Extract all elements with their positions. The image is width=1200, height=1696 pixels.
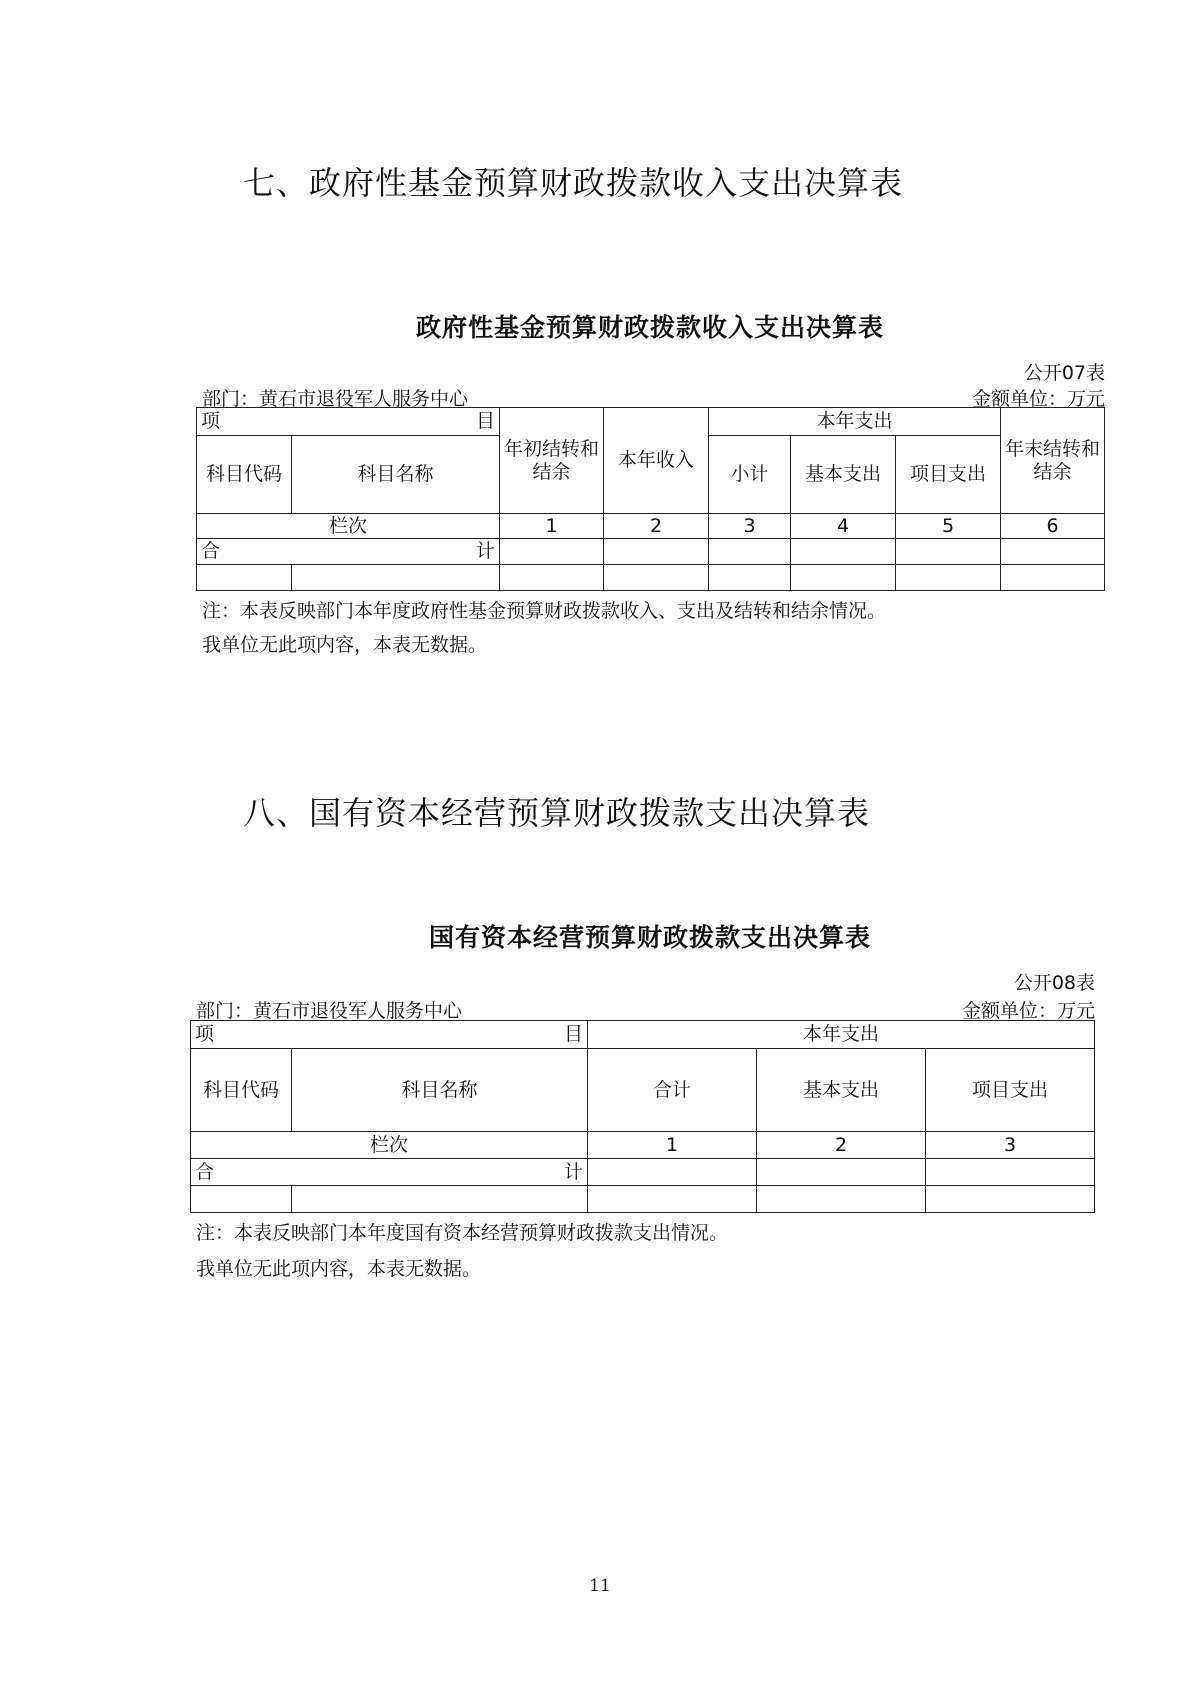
state-capital-table — [190, 1020, 1095, 1213]
section-8-heading: 八、国有资本经营预算财政拨款支出决算表 — [243, 794, 871, 832]
table-8-title: 国有资本经营预算财政拨款支出决算表 — [428, 923, 871, 952]
empty-cell — [791, 539, 896, 565]
income-header: 本年收入 — [604, 408, 709, 514]
empty-cell — [500, 565, 604, 591]
empty-cell — [197, 565, 292, 591]
item-left-label: 项 — [201, 410, 221, 432]
empty-cell — [896, 565, 1001, 591]
table-7-department: 部门：黄石市退役军人服务中心 — [202, 388, 469, 410]
empty-cell — [791, 565, 896, 591]
column-number: 1 — [500, 514, 604, 539]
table-8-department: 部门：黄石市退役军人服务中心 — [196, 1000, 463, 1022]
empty-cell — [926, 1186, 1095, 1213]
column-number: 5 — [896, 514, 1001, 539]
end-balance-header: 年末结转和结余 — [1001, 408, 1105, 514]
section-7-heading: 七、政府性基金预算财政拨款收入支出决算表 — [243, 164, 904, 202]
column-label-cell: 栏次 — [197, 514, 500, 539]
column-number: 2 — [757, 1132, 926, 1159]
name-header: 科目名称 — [292, 1049, 588, 1132]
total-left-label: 合 — [201, 540, 221, 562]
total-row — [197, 539, 1105, 565]
table-7-title: 政府性基金预算财政拨款收入支出决算表 — [415, 313, 884, 342]
table-7-note: 注：本表反映部门本年度政府性基金预算财政拨款收入、支出及结转和结余情况。 — [202, 600, 887, 622]
empty-cell — [292, 565, 500, 591]
basic-expense-header: 基本支出 — [757, 1049, 926, 1132]
column-number: 2 — [604, 514, 709, 539]
column-label-cell: 栏次 — [191, 1132, 588, 1159]
total-right-label: 计 — [563, 1160, 583, 1183]
name-header: 科目名称 — [292, 436, 500, 514]
empty-cell — [292, 1186, 588, 1213]
subtotal-header: 小计 — [709, 436, 791, 514]
table-7-unit: 金额单位：万元 — [971, 388, 1105, 410]
item-header-cell — [191, 1021, 588, 1049]
code-header: 科目代码 — [191, 1049, 292, 1132]
table-7-no-data-note: 我单位无此项内容，本表无数据。 — [202, 634, 488, 656]
table-subheader-row — [191, 1049, 1095, 1132]
column-number: 3 — [709, 514, 791, 539]
table-header-row — [191, 1021, 1095, 1049]
table-header-row — [197, 408, 1105, 436]
item-left-label: 项 — [195, 1023, 215, 1045]
basic-expense-header: 基本支出 — [791, 436, 896, 514]
column-number: 4 — [791, 514, 896, 539]
empty-cell — [757, 1159, 926, 1186]
total-row — [191, 1159, 1095, 1186]
empty-cell — [896, 539, 1001, 565]
gov-fund-table — [196, 407, 1105, 591]
item-right-label: 目 — [475, 410, 495, 432]
table-8-no-data-note: 我单位无此项内容，本表无数据。 — [196, 1258, 482, 1280]
empty-cell — [757, 1186, 926, 1213]
table-8-code: 公开08表 — [1013, 972, 1095, 994]
empty-cell — [604, 539, 709, 565]
empty-cell — [588, 1159, 757, 1186]
total-label-cell — [197, 539, 500, 565]
empty-cell — [709, 539, 791, 565]
total-label-cell — [191, 1159, 588, 1186]
empty-cell — [604, 565, 709, 591]
project-expense-header: 项目支出 — [926, 1049, 1095, 1132]
column-number-row — [191, 1132, 1095, 1159]
item-right-label: 目 — [563, 1023, 583, 1045]
table-8-unit: 金额单位：万元 — [961, 1000, 1095, 1022]
expense-group-header: 本年支出 — [588, 1021, 1095, 1049]
total-right-label: 计 — [475, 540, 495, 562]
total-left-label: 合 — [195, 1160, 215, 1183]
total-header: 合计 — [588, 1049, 757, 1132]
project-expense-header: 项目支出 — [896, 436, 1001, 514]
empty-cell — [588, 1186, 757, 1213]
empty-cell — [500, 539, 604, 565]
column-number-row — [197, 514, 1105, 539]
empty-cell — [191, 1186, 292, 1213]
expense-group-header: 本年支出 — [709, 408, 1001, 436]
empty-cell — [926, 1159, 1095, 1186]
empty-cell — [1001, 565, 1105, 591]
empty-cell — [1001, 539, 1105, 565]
page-number: 11 — [589, 1576, 611, 1596]
column-number: 3 — [926, 1132, 1095, 1159]
table-8-note: 注：本表反映部门本年度国有资本经营预算财政拨款支出情况。 — [196, 1222, 729, 1244]
empty-cell — [709, 565, 791, 591]
empty-row — [197, 565, 1105, 591]
column-number: 6 — [1001, 514, 1105, 539]
table-7-code: 公开07表 — [1023, 362, 1105, 384]
code-header: 科目代码 — [197, 436, 292, 514]
column-number: 1 — [588, 1132, 757, 1159]
item-header-cell — [197, 408, 500, 436]
begin-balance-header: 年初结转和结余 — [500, 408, 604, 514]
empty-row — [191, 1186, 1095, 1213]
